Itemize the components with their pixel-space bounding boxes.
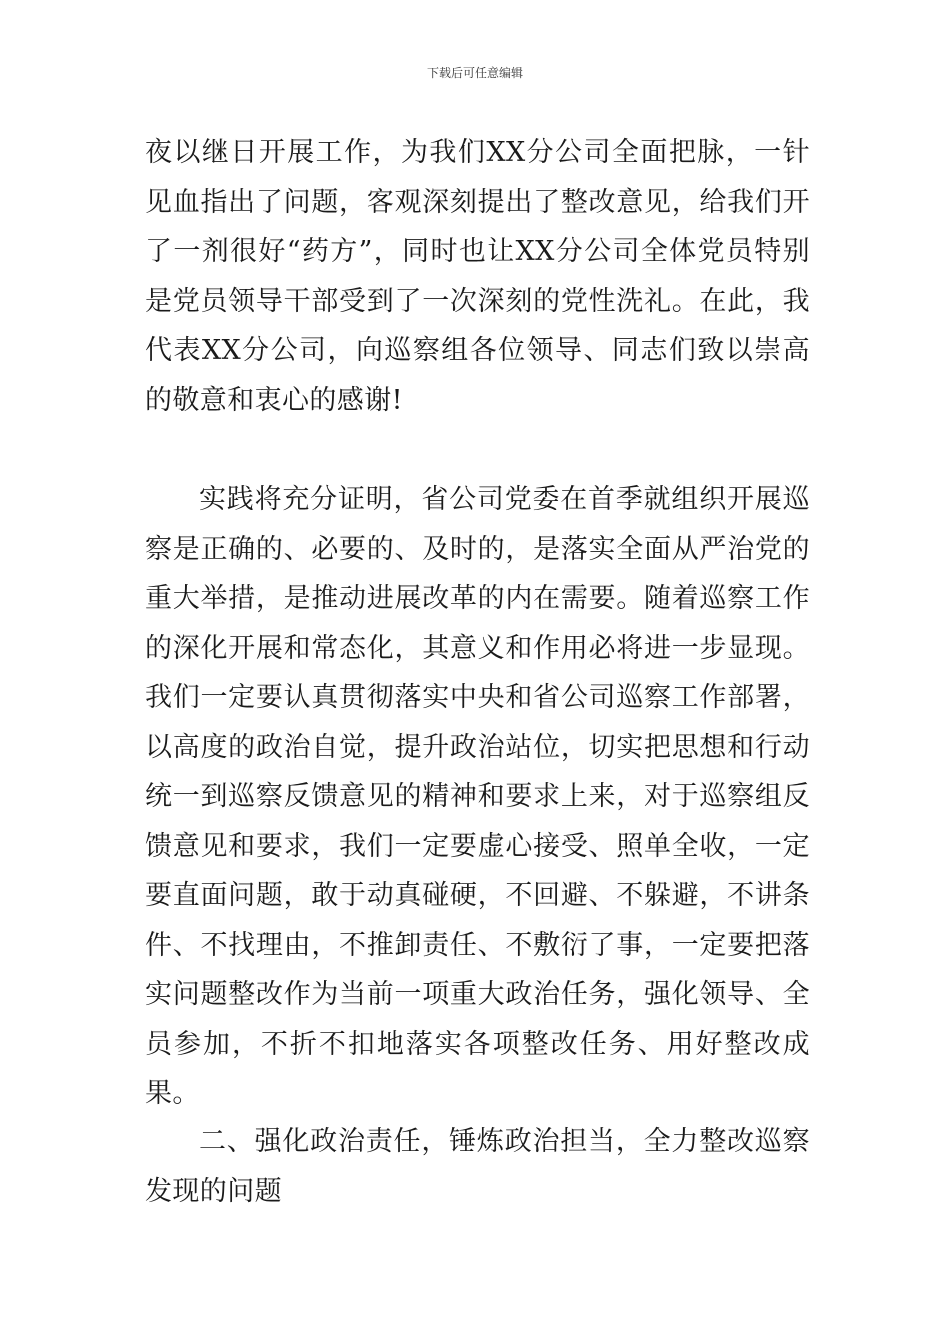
section-heading xyxy=(145,1117,810,1216)
paragraph-text: 夜以继日开展工作，为我们XX分公司全面把脉，一针见血指出了问题，客观深刻提出了整改意见，给我们开了一剂很好“药方”，同时也让XX分公司全体党员特别是党员领导干部受到了一次深刻的党性洗礼。在此，我代表XX分公司，向巡察组各位领导、同志们致以崇高的敬意和衷心的感谢! xyxy=(145,137,810,416)
section-heading-text: 二、强化政治责任，锤炼政治担当，全力整改巡察发现的问题 xyxy=(145,1126,810,1207)
page-header: 下载后可任意编辑 xyxy=(426,66,523,80)
paragraph-text: 实践将充分证明，省公司党委在首季就组织开展巡察是正确的、必要的、及时的，是落实全面从严治党的重大举措，是推动进展改革的内在需要。随着巡察工作的深化开展和常态化，其意义和作用必将进一步显现。我们一定要认真贯彻落实中央和省公司巡察工作部署，以高度的政治自觉，提升政治站位，切实把思想和行动统一到巡察反馈意见的精神和要求上来，对于巡察组反馈意见和要求，我们一定要虚心接受、照单全收，一定要直面问题，敢于动真碰硬，不回避、不躲避，不讲条件、不找理由，不推卸责任、不敷衍了事，一定要把落实问题整改作为当前一项重大政治任务，强化领导、全员参加，不折不扣地落实各项整改任务、用好整改成果。 xyxy=(145,484,810,1109)
paragraph-continuation xyxy=(145,128,810,425)
paragraph-practice xyxy=(145,475,810,1119)
